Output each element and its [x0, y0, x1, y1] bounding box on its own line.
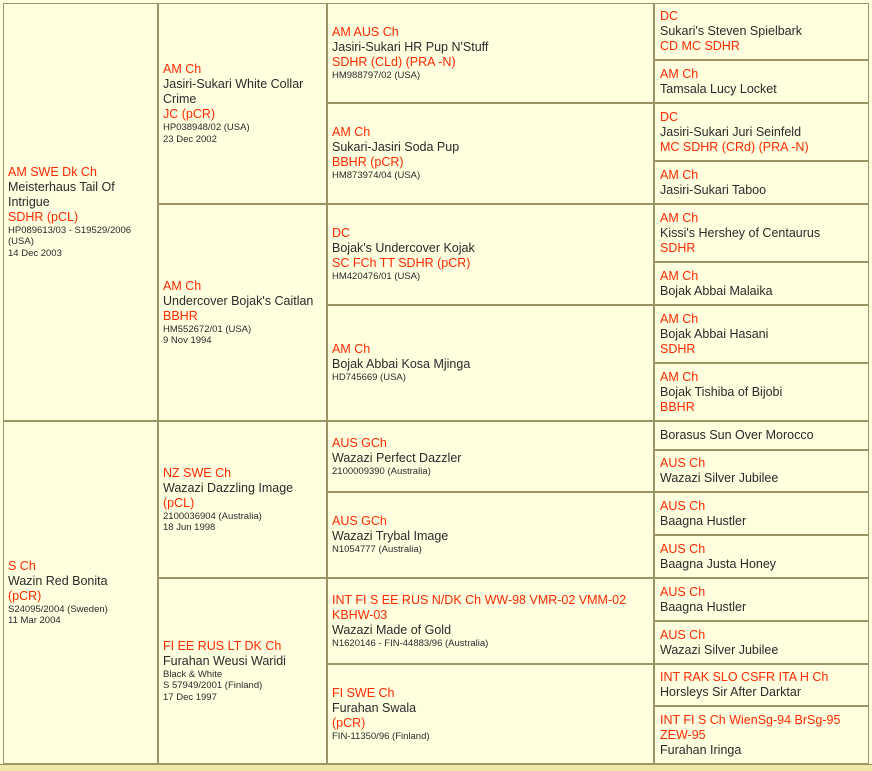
name: Wazazi Dazzling Image — [163, 480, 294, 495]
titles: AUS Ch — [660, 541, 706, 556]
titles: NZ SWE Ch — [163, 465, 232, 480]
titles: DC — [660, 109, 679, 124]
dog-dam — [3, 421, 158, 764]
name: Wazazi Silver Jubilee — [660, 471, 779, 485]
name: Bojak's Undercover Kojak — [332, 241, 475, 256]
registration: HM552672/01 (USA) — [163, 323, 252, 335]
dog-sire-sire-dam-dam — [654, 161, 869, 204]
registration: HP089613/03 - S19529/2006 (USA) — [8, 224, 132, 248]
titles: AM Ch — [332, 125, 371, 140]
dog-dam-dam-dam-dam — [654, 706, 869, 764]
titles: INT FI S Ch WienSg-94 BrSg-95 ZEW-95 — [660, 712, 841, 742]
dog-sire-sire-dam-sire — [654, 103, 869, 161]
dog-dam-dam — [158, 578, 327, 764]
suffix: BBHR — [163, 308, 198, 323]
name: Undercover Bojak's Caitlan — [163, 293, 314, 308]
birth-date: 9 Nov 1994 — [163, 335, 212, 346]
dog-sire-dam — [158, 204, 327, 421]
name: Bojak Tishiba of Bijobi — [660, 384, 783, 399]
registration: HM988797/02 (USA) — [332, 69, 421, 81]
name: Wazazi Silver Jubilee — [660, 642, 779, 657]
dog-dam-sire-dam-dam — [654, 535, 869, 578]
titles: AM Ch — [660, 210, 699, 225]
titles: INT RAK SLO CSFR ITA H Ch — [660, 670, 829, 684]
suffix: BBHR — [660, 399, 695, 414]
titles: AM Ch — [660, 167, 699, 182]
name: Bojak Abbai Malaika — [660, 283, 773, 298]
name: Sukari's Steven Spielbark — [660, 24, 803, 38]
dog-sire — [3, 3, 158, 421]
dog-dam-sire — [158, 421, 327, 578]
titles: AM Ch — [660, 268, 699, 283]
dog-sire-sire — [158, 3, 327, 204]
name: Baagna Hustler — [660, 513, 747, 528]
titles: AM AUS Ch — [332, 24, 399, 39]
suffix: (pCL) — [163, 495, 195, 510]
suffix: JC (pCR) — [163, 107, 216, 121]
titles: AUS Ch — [660, 498, 706, 513]
name: Furahan Swala — [332, 700, 417, 715]
name: Baagna Justa Honey — [660, 556, 777, 571]
name: Borasus Sun Over Morocco — [660, 428, 814, 442]
dog-sire-sire-sire-sire — [654, 3, 869, 60]
titles: AM Ch — [163, 278, 202, 293]
dog-dam-dam-dam — [327, 664, 654, 764]
registration: N1620146 - FIN-44883/96 (Australia) — [332, 637, 489, 649]
dog-sire-dam-sire-dam — [654, 262, 869, 305]
registration: 2100036904 (Australia) — [163, 510, 262, 522]
name: Baagna Hustler — [660, 599, 747, 614]
name: Wazazi Trybal Image — [332, 529, 449, 544]
dog-sire-dam-dam — [327, 305, 654, 421]
color: Black & White — [163, 668, 223, 680]
birth-date: 17 Dec 1997 — [163, 691, 217, 703]
titles: AM Ch — [332, 342, 371, 357]
dog-sire-dam-dam-dam — [654, 363, 869, 421]
titles: S Ch — [8, 558, 36, 573]
titles: DC — [660, 9, 679, 23]
dog-sire-dam-dam-sire — [654, 305, 869, 363]
name: Tamsala Lucy Locket — [660, 81, 777, 96]
titles: AM SWE Dk Ch — [8, 164, 97, 179]
registration: HP038948/02 (USA) — [163, 122, 250, 133]
name: Kissi's Hershey of Centaurus — [660, 225, 821, 240]
titles: AM Ch — [660, 369, 699, 384]
suffix: (pCR) — [8, 588, 42, 603]
name: Bojak Abbai Kosa Mjinga — [332, 357, 471, 372]
titles: AUS GCh — [332, 514, 387, 529]
dog-dam-sire-sire-dam — [654, 450, 869, 492]
name: Furahan Iringa — [660, 742, 742, 757]
suffix: CD MC SDHR — [660, 39, 740, 53]
titles: AUS Ch — [660, 584, 706, 599]
suffix: MC SDHR (CRd) (PRA -N) — [660, 139, 809, 154]
name: Wazazi Made of Gold — [332, 622, 452, 637]
titles: AM Ch — [660, 311, 699, 326]
dog-sire-sire-sire-dam — [654, 60, 869, 103]
suffix: SDHR (CLd) (PRA -N) — [332, 54, 456, 69]
suffix: SDHR — [660, 240, 696, 255]
dog-dam-sire-dam — [327, 492, 654, 578]
dog-sire-sire-dam — [327, 103, 654, 204]
name: Jasiri-Sukari White Collar Crime — [163, 77, 304, 106]
birth-date: 23 Dec 2002 — [163, 133, 217, 145]
titles: INT FI S EE RUS N/DK Ch WW-98 VMR-02 VMM-02 KBHW-03 — [332, 592, 627, 622]
name: Jasiri-Sukari Juri Seinfeld — [660, 124, 802, 139]
dog-dam-dam-sire — [327, 578, 654, 664]
suffix: SC FCh TT SDHR (pCR) — [332, 256, 471, 271]
titles: AUS Ch — [660, 627, 706, 642]
dog-sire-dam-sire — [327, 204, 654, 305]
name: Jasiri-Sukari HR Pup N'Stuff — [332, 39, 489, 54]
name: Meisterhaus Tail Of Intrigue — [8, 179, 115, 209]
birth-date: 18 Jun 1998 — [163, 522, 216, 533]
registration: N1054777 (Australia) — [332, 544, 422, 556]
suffix: SDHR — [660, 341, 696, 356]
registration: S 57949/2001 (Finland) — [163, 680, 263, 692]
name: Wazazi Perfect Dazzler — [332, 450, 462, 465]
name: Horsleys Sir After Darktar — [660, 685, 802, 699]
titles: AUS GCh — [332, 435, 387, 450]
registration: FIN-11350/96 (Finland) — [332, 730, 430, 742]
registration: HM873974/04 (USA) — [332, 170, 421, 182]
name: Jasiri-Sukari Taboo — [660, 182, 767, 197]
registration: S24095/2004 (Sweden) — [8, 603, 108, 615]
birth-date: 11 Mar 2004 — [8, 615, 61, 626]
suffix: (pCR) — [332, 715, 366, 730]
dog-dam-sire-dam-sire — [654, 492, 869, 535]
titles: FI SWE Ch — [332, 685, 395, 700]
dog-dam-dam-dam-sire — [654, 664, 869, 706]
dog-sire-dam-sire-sire — [654, 204, 869, 262]
suffix: BBHR (pCR) — [332, 155, 404, 170]
registration: HD745669 (USA) — [332, 372, 406, 384]
titles: AM Ch — [660, 66, 699, 81]
dog-dam-sire-sire-sire — [654, 421, 869, 450]
name: Bojak Abbai Hasani — [660, 326, 769, 341]
suffix: SDHR (pCL) — [8, 209, 79, 224]
dog-dam-dam-sire-sire — [654, 578, 869, 621]
titles: AUS Ch — [660, 456, 706, 470]
name: Furahan Weusi Waridi — [163, 653, 286, 668]
titles: FI EE RUS LT DK Ch — [163, 638, 282, 653]
dog-dam-dam-sire-dam — [654, 621, 869, 664]
birth-date: 14 Dec 2003 — [8, 247, 62, 259]
titles: AM Ch — [163, 62, 202, 76]
name: Sukari-Jasiri Soda Pup — [332, 140, 460, 155]
registration: HM420476/01 (USA) — [332, 271, 421, 283]
name: Wazin Red Bonita — [8, 573, 108, 588]
titles: DC — [332, 226, 351, 241]
dog-dam-sire-sire — [327, 421, 654, 492]
registration: 2100009390 (Australia) — [332, 465, 431, 477]
dog-sire-sire-sire — [327, 3, 654, 103]
